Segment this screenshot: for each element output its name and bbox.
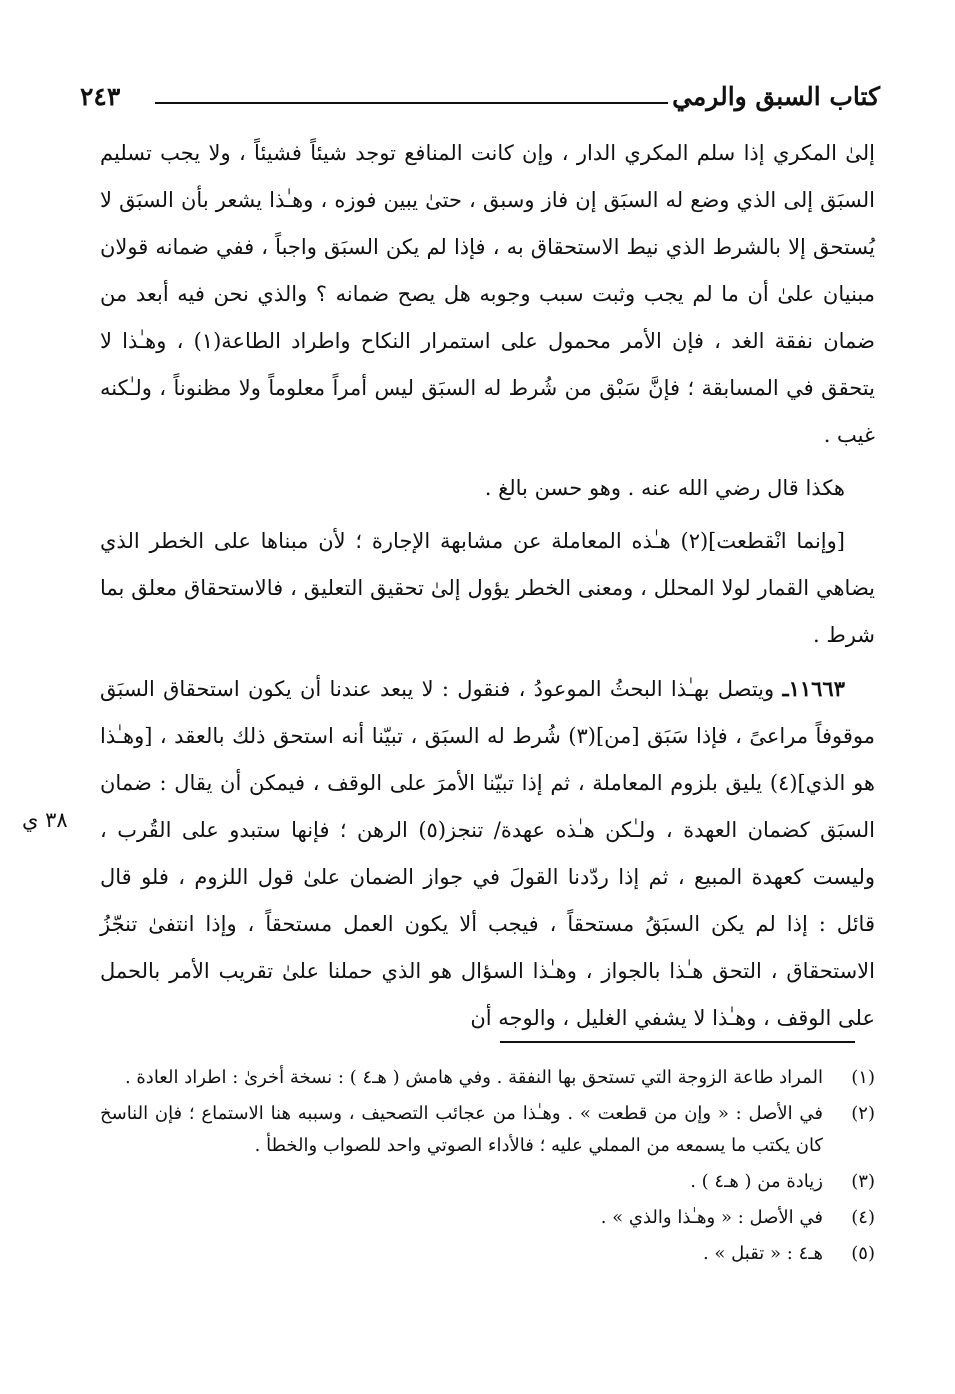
page-header bbox=[80, 78, 880, 118]
footnote bbox=[100, 1098, 875, 1162]
main-text bbox=[100, 130, 875, 1042]
footnote-text: في الأصل : « وهـٰذا والذي » . bbox=[600, 1207, 823, 1228]
paragraph-text: هكذا قال رضي الله عنه . وهو حسن بالغ . bbox=[484, 476, 845, 500]
page-number: ٢٤٣ bbox=[80, 82, 121, 111]
paragraph bbox=[100, 465, 875, 512]
footnote bbox=[100, 1202, 875, 1234]
paragraph bbox=[100, 518, 875, 659]
footnote-text: زيادة من ( هـ٤ ) . bbox=[690, 1171, 823, 1192]
footnote-number: (٥) bbox=[851, 1243, 875, 1264]
margin-folio-note: ٣٨ ي bbox=[22, 808, 68, 832]
paragraph-text: إلىٰ المكري إذا سلم المكري الدار ، وإن كانت المنافع توجد شيئاً فشيئاً ، ولا يجب تسليم السبَق إلى الذي وضع له السبَق إن فاز وسبق ، حتىٰ يبين فوزه ، وهـٰذا يشعر بأن السبَق لا يُستحق إلا بالشرط الذي نيط الاستحقاق به ، فإذا لم يكن السبَق واجباً ، ففي ضمانه قولان مبنيان علىٰ أن ما لم يجب وثبت سبب وجوبه هل يصح ضمانه ؟ والذي نحن فيه أبعد من ضمان نفقة الغد ، فإن الأمر محمول على استمرار النكاح واطراد الطاعة(١) ، وهـٰذا لا يتحقق في المسابقة ؛ فإنَّ سَبْق من شُرط له السبَق ليس أمراً معلوماً ولا مظنوناً ، ولـٰكنه غيب . bbox=[100, 141, 876, 447]
footnote-text: في الأصل : « وإن من قطعت » . وهـٰذا من عجائب التصحيف ، وسببه هنا الاستماع ؛ فإن الناسخ كان يكتب ما يسمعه من المملي عليه ؛ فالأداء الصوتي واحد للصواب والخطأ . bbox=[100, 1103, 823, 1156]
footnote bbox=[100, 1238, 875, 1270]
footnote-number: (٣) bbox=[851, 1171, 875, 1192]
footnote-number: (٢) bbox=[851, 1103, 875, 1124]
footnotes bbox=[100, 1062, 875, 1274]
footnote-text: المراد طاعة الزوجة التي تستحق بها النفقة . وفي هامش ( هـ٤ ) : نسخة أخرىٰ : اطراد العادة . bbox=[124, 1067, 823, 1088]
paragraph bbox=[100, 130, 875, 459]
running-title: كتاب السبق والرمي bbox=[672, 82, 880, 111]
paragraph-text: [وإنما انْقطعت](٢) هـٰذه المعاملة عن مشابهة الإجارة ؛ لأن مبناها على الخطر الذي يضاهي القمار لولا المحلل ، ومعنى الخطر يؤول إلىٰ تحقيق التعليق ، فالاستحقاق معلق بما شرط . bbox=[100, 529, 875, 647]
paragraph-text: ويتصل بهـٰذا البحثُ الموعودُ ، فنقول : لا يبعد عندنا أن يكون استحقاق السبَق موقوفاً مراعىً ، فإذا سَبَق [من](٣) شُرط له السبَق ، تبيّنا أنه استحق ذلك بالعقد ، [وهـٰذا هو الذي](٤) يليق بلزوم المعاملة ، ثم إذا تبيّنا الأمرَ على الوقف ، فيمكن أن يقال : ضمان السبَق كضمان العهدة ، ولـٰكن هـٰذه عهدة/ تنجز(٥) الرهن ؛ فإنها ستبدو على القُرب ، وليست كعهدة المبيع ، ثم إذا ردّدنا القولَ في جواز الضمان علىٰ قول اللزوم ، فلو قال قائل : إذا لم يكن السبَقُ مستحقاً ، فيجب ألا يكون العمل مستحقاً ، وإذا انتفىٰ تنجّزُ الاستحقاق ، التحق هـٰذا بالجواز ، وهـٰذا السؤال هو الذي حملنا علىٰ تقريب الأمر بالحمل على الوقف ، وهـٰذا لا يشفي الغليل ، والوجه أن bbox=[100, 677, 876, 1030]
footnote-number: (٤) bbox=[851, 1207, 875, 1228]
footnote bbox=[100, 1062, 875, 1094]
header-rule bbox=[155, 102, 668, 104]
footnote-separator bbox=[500, 1041, 855, 1043]
footnote bbox=[100, 1166, 875, 1198]
footnote-number: (١) bbox=[851, 1067, 875, 1088]
paragraph bbox=[100, 665, 875, 1042]
paragraph-number: ١١٦٦٣ـ bbox=[782, 676, 845, 701]
footnote-text: هـ٤ : « تقبل » . bbox=[702, 1243, 823, 1264]
